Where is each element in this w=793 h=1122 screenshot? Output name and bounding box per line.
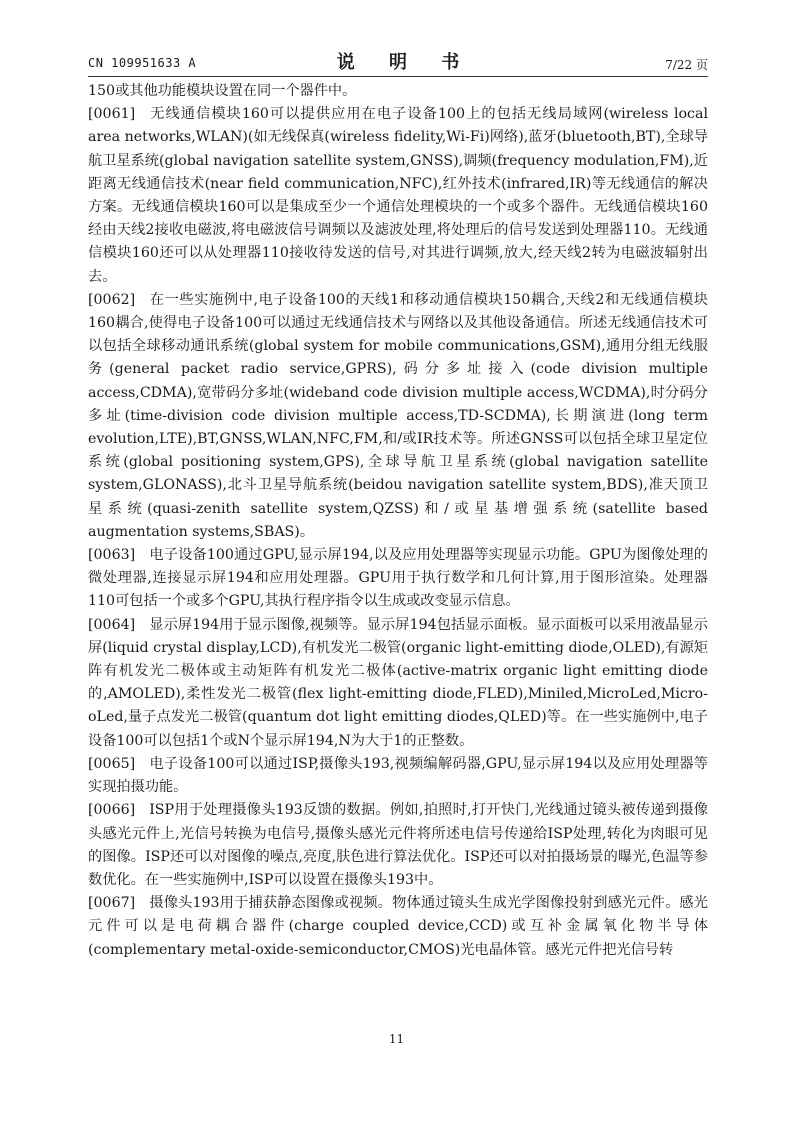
page-number: 11 [388, 1032, 405, 1046]
paragraph-text: 电子设备100可以通过ISP,摄像头193,视频编解码器,GPU,显示屏194以及应用处理器等实现拍摄功能。 [88, 755, 708, 796]
paragraph-text: ISP用于处理摄像头193反馈的数据。例如,拍照时,打开快门,光线通过镜头被传递到摄像头感光元件上,光信号转换为电信号,摄像头感光元件将所述电信号传递给ISP处理,转化为肉眼可见的图像。ISP还可以对图像的噪点,亮度,肤色进行算法优化。ISP还可以对拍摄场景的曝光,色温等参数优化。在一些实施例中,ISP可以设置在摄像头193中。 [88, 802, 708, 888]
paragraph-0063 [88, 544, 708, 614]
paragraph-text: 显示屏194用于显示图像,视频等。显示屏194包括显示面板。显示面板可以采用液晶显示屏(liquid crystal display,LCD),有机发光二极管(organic light-emitting diode,OLED),有源矩阵有机发光二极体或主动矩阵有机发光二极体(active-matrix organic light emitting diode的,AMOLED),柔性发光二极管(flex light-emitting diode,FLED),Miniled,MicroLed,Micro-oLed,量子点发光二极管(quantum dot light emitting diodes,QLED)等。在一些实施例中,电子设备100可以包括1个或N个显示屏194,N为大于1的正整数。 [88, 616, 708, 749]
paragraph-number: [0063] [88, 547, 136, 564]
header-rule [88, 76, 708, 77]
document-body [88, 80, 708, 962]
paragraph-continuation [88, 80, 708, 103]
paragraph-0061 [88, 103, 708, 289]
paragraph-number: [0065] [88, 755, 136, 772]
paragraph-0067 [88, 892, 708, 962]
paragraph-0065 [88, 753, 708, 799]
paragraph-0062 [88, 289, 708, 544]
page-header [88, 50, 708, 74]
paragraph-number: [0064] [88, 616, 136, 633]
paragraph-text: 150或其他功能模块设置在同一个器件中。 [88, 83, 357, 99]
paragraph-0066 [88, 799, 708, 892]
paragraph-text: 电子设备100通过GPU,显示屏194,以及应用处理器等实现显示功能。GPU为图像处理的微处理器,连接显示屏194和应用处理器。GPU用于执行数学和几何计算,用于图形渲染。处理器110可包括一个或多个GPU,其执行程序指令以生成或改变显示信息。 [88, 547, 708, 610]
paragraph-0064 [88, 614, 708, 753]
paragraph-text: 无线通信模块160可以提供应用在电子设备100上的包括无线局域网(wireless local area networks,WLAN)(如无线保真(wireless fidelity,Wi-Fi)网络),蓝牙(bluetooth,BT),全球导航卫星系统(global navigation satellite system,GNSS),调频(frequency modulation,FM),近距离无线通信技术(near field communication,NFC),红外技术(infrared,IR)等无线通信的解决方案。无线通信模块160可以是集成至少一个通信处理模块的一个或多个器件。无线通信模块160经由天线2接收电磁波,将电磁波信号调频以及滤波处理,将处理后的信号发送到处理器110。无线通信模块160还可以从处理器110接收待发送的信号,对其进行调频,放大,经天线2转为电磁波辐射出去。 [88, 106, 708, 285]
document-title: 说 明 书 [336, 52, 474, 73]
page-indicator: 7/22 页 [665, 58, 708, 72]
paragraph-number: [0067] [88, 895, 136, 912]
paragraph-text: 在一些实施例中,电子设备100的天线1和移动通信模块150耦合,天线2和无线通信模块160耦合,使得电子设备100可以通过无线通信技术与网络以及其他设备通信。所述无线通信技术可以包括全球移动通讯系统(global system for mobile communications,GSM),通用分组无线服务(general packet radio service,GPRS),码分多址接入(code division multiple access,CDMA),宽带码分多址(wideband code division multiple access,WCDMA),时分码分多址(time-division code division multiple access,TD-SCDMA),长期演进(long term evolution,LTE),BT,GNSS,WLAN,NFC,FM,和/或IR技术等。所述GNSS可以包括全球卫星定位系统(global positioning system,GPS),全球导航卫星系统(global navigation satellite system,GLONASS),北斗卫星导航系统(beidou navigation satellite system,BDS),准天顶卫星系统(quasi-zenith satellite system,QZSS)和/或星基增强系统(satellite based augmentation systems,SBAS)。 [88, 291, 708, 540]
paragraph-number: [0061] [88, 106, 136, 123]
paragraph-text: 摄像头193用于捕获静态图像或视频。物体通过镜头生成光学图像投射到感光元件。感光元件可以是电荷耦合器件(charge coupled device,CCD)或互补金属氧化物半导体(complementary metal-oxide-semiconductor,CMOS)光电晶体管。感光元件把光信号转 [88, 895, 708, 958]
patent-number: CN 109951633 A [88, 56, 197, 70]
paragraph-number: [0062] [88, 291, 136, 308]
paragraph-number: [0066] [88, 802, 136, 819]
